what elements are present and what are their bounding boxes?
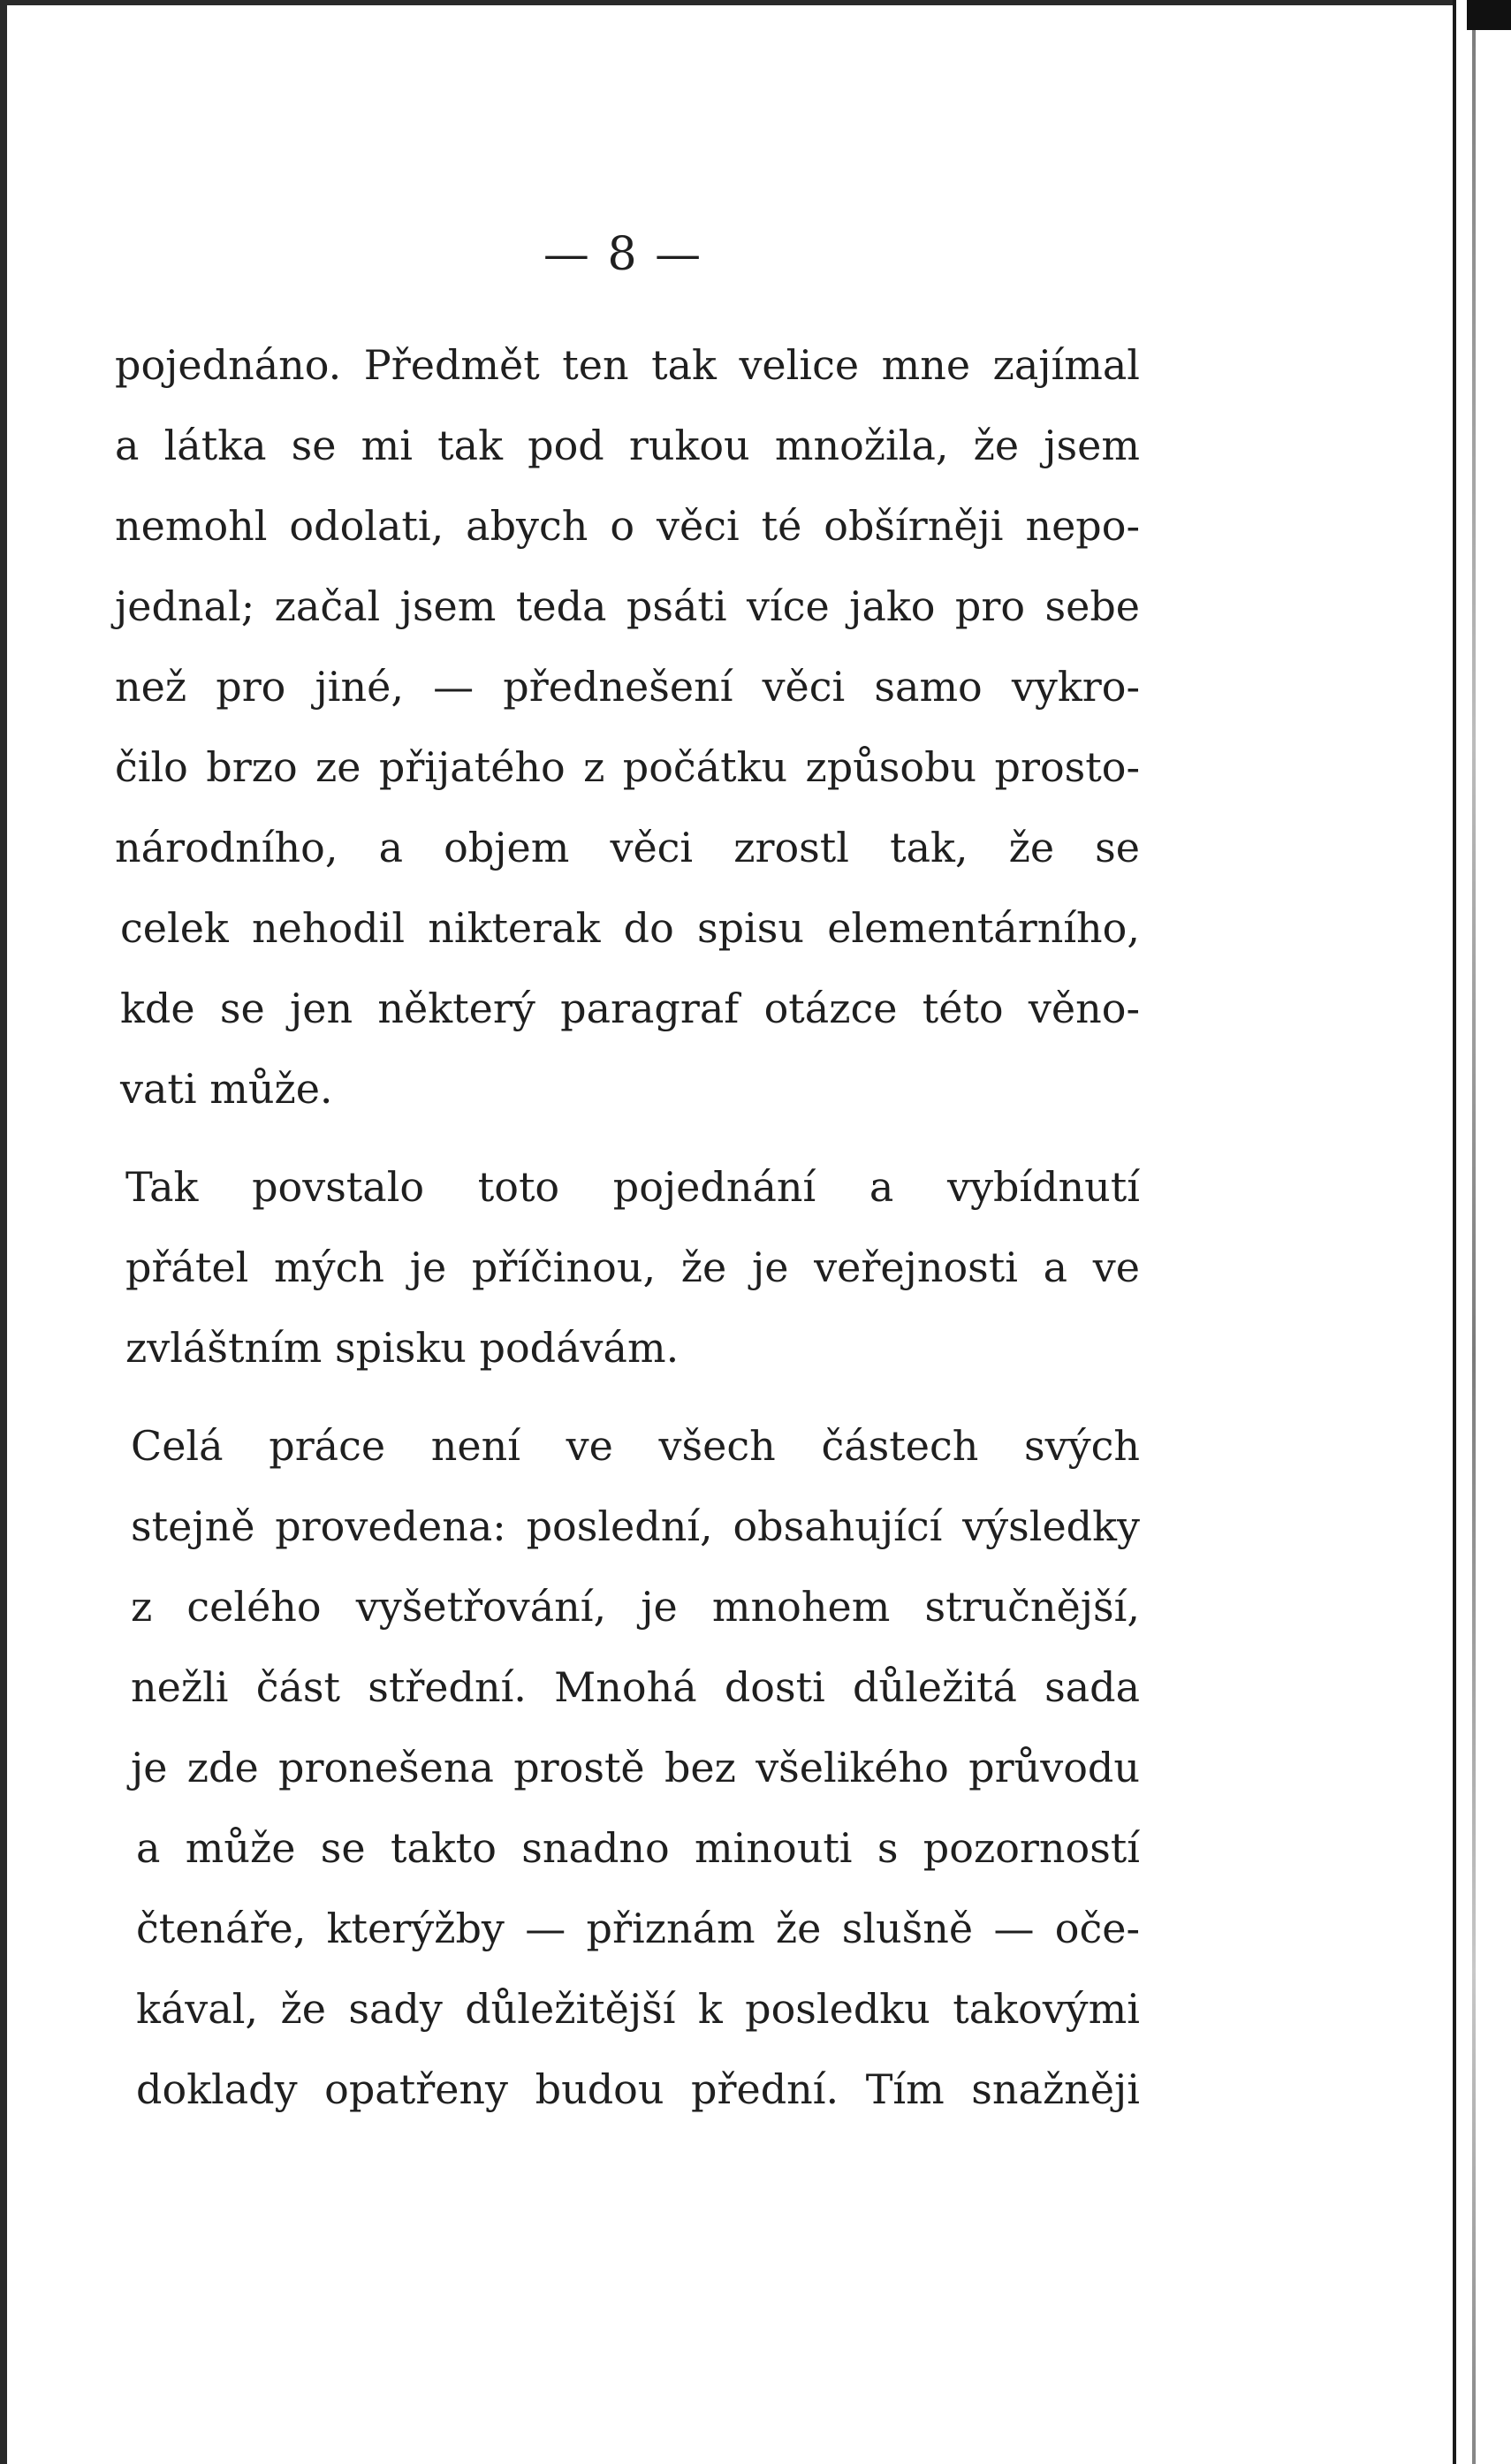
paragraph-gap: [115, 1388, 1140, 1406]
body-text: [115, 325, 1140, 2130]
text-line: celek nehodil nikterak do spisu elementárního,: [120, 904, 1140, 952]
text-line: Celá práce není ve všech částech svých: [131, 1422, 1140, 1470]
text-line: kával, že sady důležitější k posledku takovými: [136, 1985, 1140, 2033]
text-line: národního, a objem věci zrostl tak, že se: [115, 824, 1140, 871]
text-line: zvláštním spisku podávám.: [125, 1324, 680, 1372]
scan-binding-edge: [1453, 0, 1511, 2464]
text-line: a látka se mi tak pod rukou množila, že jsem: [115, 422, 1140, 469]
text-line: doklady opatřeny budou přední. Tím snažněji: [136, 2065, 1140, 2113]
text-line: kde se jen některý paragraf otázce této věno-: [120, 985, 1140, 1032]
text-line: než pro jiné, — přednešení věci samo vykro-: [115, 663, 1140, 711]
text-line: vati může.: [120, 1065, 333, 1113]
text-line: čilo brzo ze přijatého z počátku způsobu prosto-: [115, 743, 1140, 791]
text-line: je zde pronešena prostě bez všelikého průvodu: [131, 1744, 1140, 1791]
text-line: stejně provedena: poslední, obsahující výsledky: [131, 1502, 1140, 1550]
paragraph-gap: [115, 1129, 1140, 1147]
text-line: čtenáře, kterýžby — přiznám že slušně — oče-: [136, 1905, 1140, 1952]
text-line: nemohl odolati, abych o věci té obšírněji nepo-: [115, 502, 1140, 550]
text-line: nežli část střední. Mnohá dosti důležitá sada: [131, 1663, 1140, 1711]
text-line: a může se takto snadno minouti s pozorností: [136, 1824, 1140, 1872]
text-line: z celého vyšetřování, je mnohem stručnější,: [131, 1583, 1140, 1631]
page-number: — 8 —: [543, 228, 703, 281]
text-line: jednal; začal jsem teda psáti více jako pro sebe: [115, 582, 1140, 630]
text-line: přátel mých je příčinou, že je veřejnosti a ve: [125, 1243, 1140, 1291]
scan-corner-mark: [1467, 0, 1511, 30]
text-line: pojednáno. Předmět ten tak velice mne zajímal: [115, 341, 1140, 389]
text-line: Tak povstalo toto pojednání a vybídnutí: [125, 1163, 1140, 1211]
